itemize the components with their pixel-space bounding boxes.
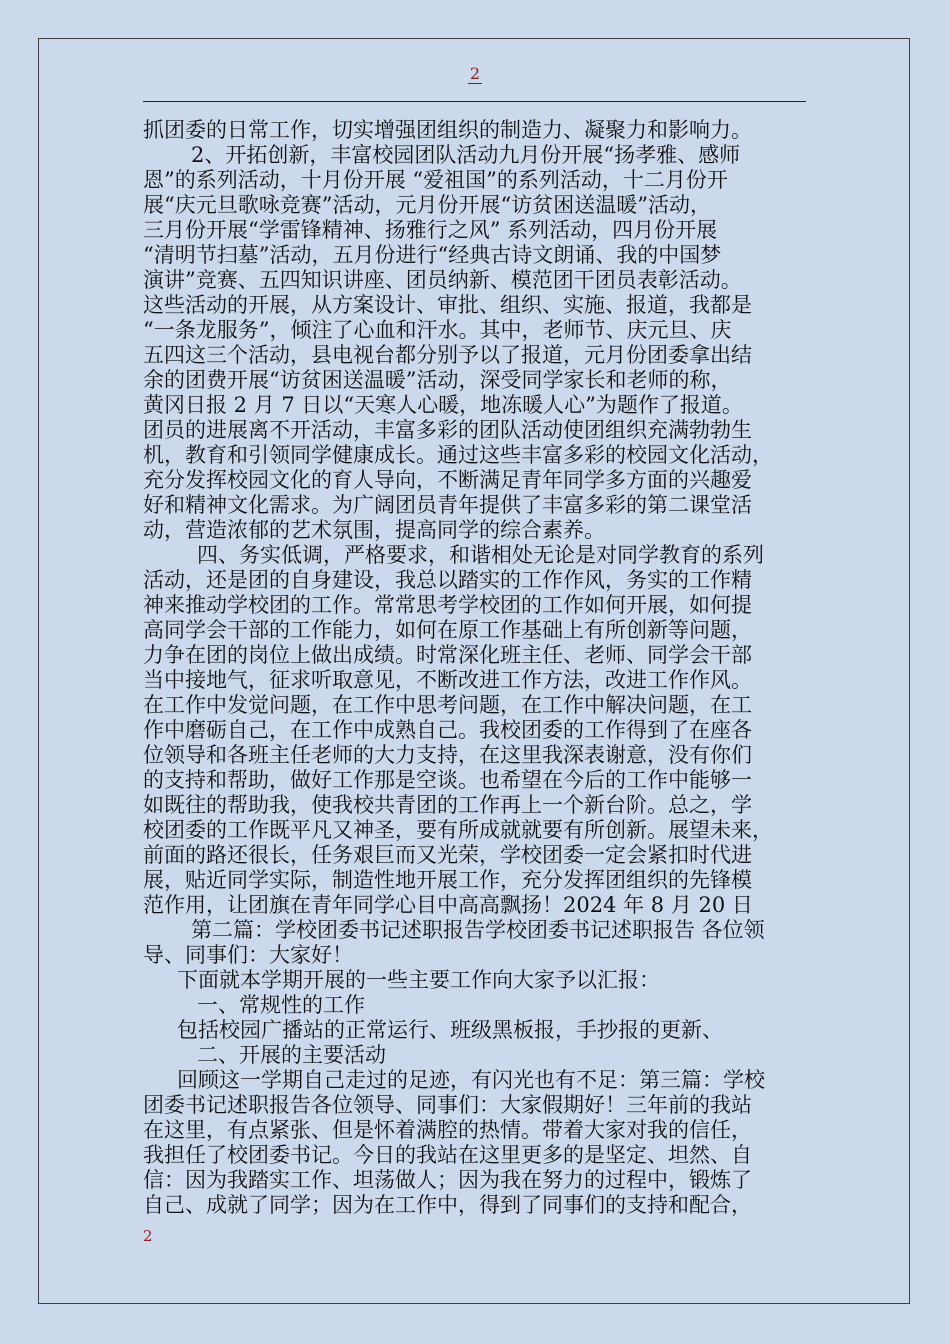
text-line: 的支持和帮助，做好工作那是空谈。也希望在今后的工作中能够一 [143, 768, 752, 792]
text-line: 演讲”竞赛、五四知识讲座、团员纳新、模范团干团员表彰活动。 [143, 268, 742, 292]
text-line: 恩”的系列活动，十月份开展 “爱祖国”的系列活动，十二月份开 [143, 168, 728, 192]
text-line: 余的团费开展“访贫困送温暖”活动，深受同学家长和老师的称， [143, 368, 732, 392]
text-line: 第二篇：学校团委书记述职报告学校团委书记述职报告 各位领 [191, 918, 765, 942]
text-line: 导、同事们：大家好！ [143, 943, 353, 967]
text-line: 自己、成就了同学；因为在工作中，得到了同事们的支持和配合， [143, 1193, 752, 1217]
text-line: “清明节扫墓”活动，五月份进行“经典古诗文朗诵、我的中国梦 [143, 243, 722, 267]
text-line: 四、务实低调，严格要求，和谐相处无论是对同学教育的系列 [197, 543, 764, 567]
text-line: 在这里，有点紧张、但是怀着满腔的热情。带着大家对我的信任， [143, 1118, 752, 1142]
text-line: 一、常规性的工作 [197, 993, 365, 1017]
text-line: 抓团委的日常工作，切实增强团组织的制造力、凝聚力和影响力。 [143, 118, 752, 142]
text-line: 团员的进展离不开活动，丰富多彩的团队活动使团组织充满勃勃生 [143, 418, 752, 442]
text-line: 信：因为我踏实工作、坦荡做人；因为我在努力的过程中，锻炼了 [143, 1168, 752, 1192]
text-line: “一条龙服务”，倾注了心血和汗水。其中，老师节、庆元旦、庆 [143, 318, 732, 342]
text-line: 神来推动学校团的工作。常常思考学校团的工作如何开展，如何提 [143, 593, 752, 617]
text-line: 校团委的工作既平凡又神圣，要有所成就就要有所创新。展望未来， [143, 818, 773, 842]
text-line: 前面的路还很长，任务艰巨而又光荣，学校团委一定会紧扣时代进 [143, 843, 752, 867]
text-line: 包括校园广播站的正常运行、班级黑板报，手抄报的更新、 [177, 1018, 723, 1042]
text-line: 在工作中发觉问题，在工作中思考问题，在工作中解决问题，在工 [143, 693, 752, 717]
text-line: 2、开拓创新，丰富校园团队活动九月份开展“扬孝雅、感师 [191, 143, 741, 167]
text-line: 我担任了校团委书记。今日的我站在这里更多的是坚定、坦然、自 [143, 1143, 752, 1167]
text-line: 如既往的帮助我，使我校共青团的工作再上一个新台阶。总之，学 [143, 793, 752, 817]
header-divider [143, 101, 806, 102]
text-line: 二、开展的主要活动 [197, 1043, 386, 1067]
document-body [143, 118, 829, 1218]
text-line: 位领导和各班主任老师的大力支持，在这里我深表谢意，没有你们 [143, 743, 752, 767]
text-line: 范作用，让团旗在青年同学心目中高高飘扬！2024 年 8 月 20 日 [143, 893, 753, 917]
text-line: 团委书记述职报告各位领导、同事们：大家假期好！三年前的我站 [143, 1093, 752, 1117]
text-line: 动，营造浓郁的艺术氛围，提高同学的综合素养。 [143, 518, 605, 542]
text-line: 这些活动的开展，从方案设计、审批、组织、实施、报道，我都是 [143, 293, 752, 317]
text-line: 作中磨砺自己，在工作中成熟自己。我校团委的工作得到了在座各 [143, 718, 752, 742]
footer-page-number: 2 [143, 1227, 153, 1245]
text-line: 黄冈日报 2 月 7 日以“天寒人心暖，地冻暖人心”为题作了报道。 [143, 393, 743, 417]
text-line: 力争在团的岗位上做出成绩。时常深化班主任、老师、同学会干部 [143, 643, 752, 667]
text-line: 五四这三个活动，县电视台都分别予以了报道，元月份团委拿出结 [143, 343, 752, 367]
text-line: 机，教育和引领同学健康成长。通过这些丰富多彩的校园文化活动， [143, 443, 773, 467]
text-line: 好和精神文化需求。为广阔团员青年提供了丰富多彩的第二课堂活 [143, 493, 752, 517]
text-line: 高同学会干部的工作能力，如何在原工作基础上有所创新等问题， [143, 618, 752, 642]
text-line: 回顾这一学期自己走过的足迹，有闪光也有不足：第三篇：学校 [177, 1068, 765, 1092]
text-line: 三月份开展“学雷锋精神、扬雅行之风” 系列活动，四月份开展 [143, 218, 718, 242]
text-line: 活动，还是团的自身建设，我总以踏实的工作作风，务实的工作精 [143, 568, 752, 592]
text-line: 当中接地气，征求听取意见，不断改进工作方法，改进工作作风。 [143, 668, 752, 692]
header-page-number: 2 [469, 64, 481, 83]
text-line: 下面就本学期开展的一些主要工作向大家予以汇报： [177, 968, 660, 992]
text-line: 充分发挥校园文化的育人导向，不断满足青年同学多方面的兴趣爱 [143, 468, 752, 492]
text-line: 展，贴近同学实际，制造性地开展工作，充分发挥团组织的先锋模 [143, 868, 752, 892]
text-line: 展“庆元旦歌咏竞赛”活动，元月份开展“访贫困送温暖”活动， [143, 193, 711, 217]
